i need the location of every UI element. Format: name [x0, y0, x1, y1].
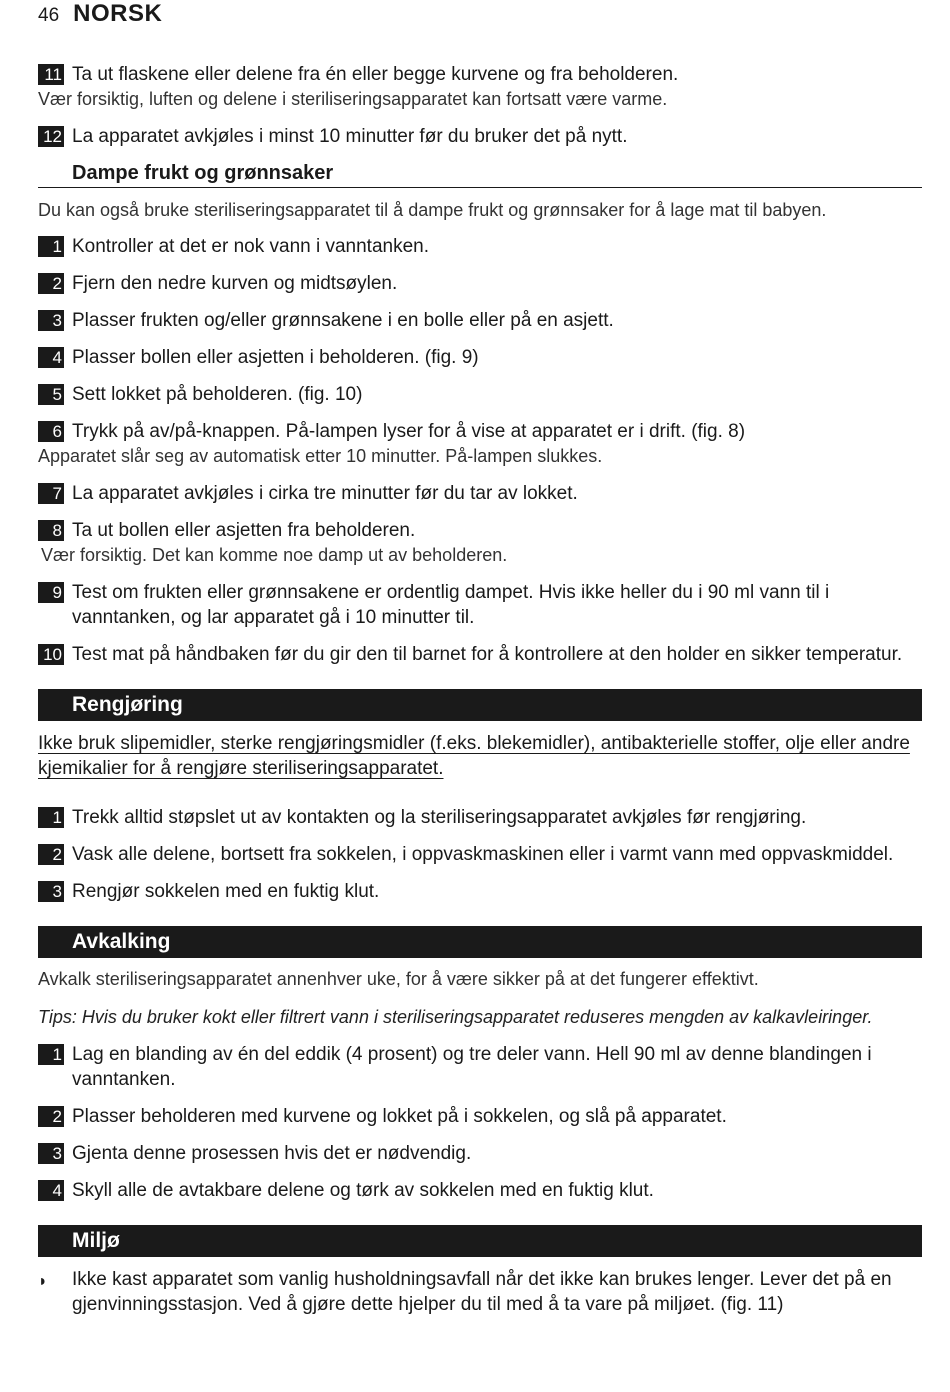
step-number: 10	[38, 644, 64, 665]
language-title: NORSK	[73, 0, 163, 27]
step-text: Gjenta denne prosessen hvis det er nødvendig.	[72, 1143, 472, 1164]
arrow-bullet-icon: ◗	[38, 1273, 48, 1290]
step-text: La apparatet avkjøles i cirka tre minutter før du tar av lokket.	[72, 483, 578, 504]
step-number: 11	[38, 64, 64, 85]
step-item	[38, 345, 922, 370]
step-text: Kontroller at det er nok vann i vanntanken.	[72, 236, 430, 257]
step-text: La apparatet avkjøles i minst 10 minutter før du bruker det på nytt.	[72, 126, 628, 147]
step-number: 3	[38, 881, 64, 902]
step-item	[38, 271, 922, 296]
page-number: 46	[38, 5, 60, 26]
step-number: 6	[38, 421, 64, 442]
step-text: Test om frukten eller grønnsakene er ordentlig dampet. Hvis ikke heller du i 90 ml vann til i vanntanken, og lar apparatet gå i 10 minutter til.	[72, 582, 830, 628]
step-number: 3	[38, 310, 64, 331]
step-number: 1	[38, 236, 64, 257]
step-number: 2	[38, 844, 64, 865]
step-item	[38, 1178, 922, 1203]
step-text: Trekk alltid støpslet ut av kontakten og la steriliseringsapparatet avkjøles før rengjøring.	[72, 807, 807, 828]
step-item	[38, 879, 922, 904]
subsection-heading: Dampe frukt og grønnsaker	[38, 159, 922, 188]
step-item	[38, 642, 922, 667]
step-text: Plasser beholderen med kurvene og lokket på i sokkelen, og slå på apparatet.	[72, 1106, 727, 1127]
step-item	[38, 1104, 922, 1129]
step-item	[38, 308, 922, 333]
section-intro: Avkalk steriliseringsapparatet annenhver uke, for å være sikker på at det fungerer effektivt.	[38, 969, 759, 989]
step-item	[38, 842, 922, 867]
step-item	[38, 62, 922, 87]
step-note: Vær forsiktig. Det kan komme noe damp ut av beholderen.	[41, 545, 508, 565]
step-number: 2	[38, 1106, 64, 1127]
step-text: Trykk på av/på-knappen. På-lampen lyser for å vise at apparatet er i drift. (fig. 8)	[72, 421, 746, 442]
step-item	[38, 1141, 922, 1166]
step-item	[38, 234, 922, 259]
tip-text: Tips: Hvis du bruker kokt eller filtrert vann i steriliseringsapparatet reduseres mengden av kalkavleiringer.	[38, 1007, 873, 1027]
step-item	[38, 518, 922, 543]
step-number: 9	[38, 582, 64, 603]
bullet-item	[38, 1267, 922, 1317]
step-text: Rengjør sokkelen med en fuktig klut.	[72, 881, 380, 902]
step-number: 4	[38, 347, 64, 368]
step-text: Plasser bollen eller asjetten i beholderen. (fig. 9)	[72, 347, 479, 368]
step-number: 12	[38, 126, 64, 147]
step-item	[38, 805, 922, 830]
bullet-text: Ikke kast apparatet som vanlig husholdningsavfall når det ikke kan brukes lenger. Lever det på en gjenvinningsstasjon. Ved å gjøre dette hjelper du til med å ta vare på miljøet. (fig. 11)	[72, 1269, 892, 1315]
section-heading-cleaning: Rengjøring	[38, 689, 922, 721]
step-text: Ta ut bollen eller asjetten fra beholderen.	[72, 520, 416, 541]
step-number: 7	[38, 483, 64, 504]
section-heading-descaling: Avkalking	[38, 926, 922, 958]
step-item	[38, 382, 922, 407]
step-number: 2	[38, 273, 64, 294]
page-content	[38, 62, 922, 1317]
section-heading-environment: Miljø	[38, 1225, 922, 1257]
step-number: 8	[38, 520, 64, 541]
warning-text: Ikke bruk slipemidler, sterke rengjøringsmidler (f.eks. blekemidler), antibakterielle stoffer, olje eller andre kjemikalier for å rengjøre steriliseringsapparatet.	[38, 733, 910, 779]
step-item	[38, 1042, 922, 1092]
step-text: Test mat på håndbaken før du gir den til barnet for å kontrollere at den holder en sikker temperatur.	[72, 644, 903, 665]
step-number: 4	[38, 1180, 64, 1201]
step-number: 5	[38, 384, 64, 405]
page-header	[38, 0, 162, 26]
step-note: Vær forsiktig, luften og delene i steriliseringsapparatet kan fortsatt være varme.	[38, 89, 668, 109]
section-intro: Du kan også bruke steriliseringsapparatet til å dampe frukt og grønnsaker for å lage mat til babyen.	[38, 200, 827, 220]
step-item	[38, 580, 922, 630]
step-number: 1	[38, 1044, 64, 1065]
step-text: Vask alle delene, bortsett fra sokkelen, i oppvaskmaskinen eller i varmt vann med oppvaskmiddel.	[72, 844, 894, 865]
step-number: 1	[38, 807, 64, 828]
step-text: Sett lokket på beholderen. (fig. 10)	[72, 384, 363, 405]
step-item	[38, 124, 922, 149]
step-note: Apparatet slår seg av automatisk etter 10 minutter. På-lampen slukkes.	[38, 446, 603, 466]
step-text: Fjern den nedre kurven og midtsøylen.	[72, 273, 398, 294]
step-text: Lag en blanding av én del eddik (4 prosent) og tre deler vann. Hell 90 ml av denne blandingen i vanntanken.	[72, 1044, 872, 1090]
step-item	[38, 419, 922, 444]
step-item	[38, 481, 922, 506]
step-number: 3	[38, 1143, 64, 1164]
step-text: Skyll alle de avtakbare delene og tørk av sokkelen med en fuktig klut.	[72, 1180, 654, 1201]
step-text: Plasser frukten og/eller grønnsakene i en bolle eller på en asjett.	[72, 310, 614, 331]
step-text: Ta ut flaskene eller delene fra én eller begge kurvene og fra beholderen.	[72, 64, 679, 85]
